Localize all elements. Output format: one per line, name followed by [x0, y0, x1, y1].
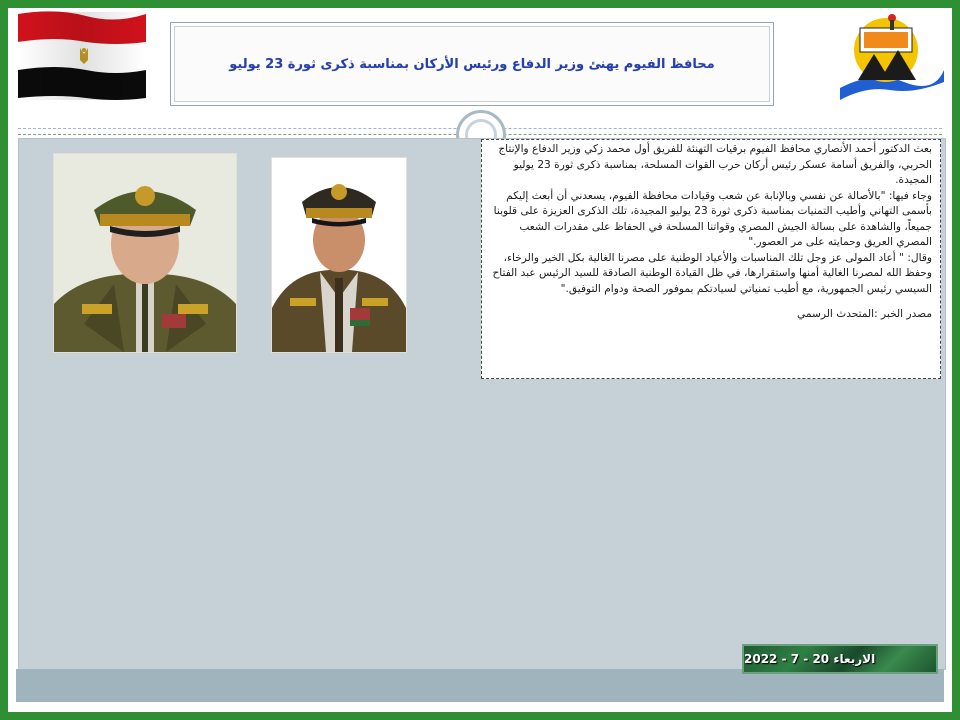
defense-minister-photo[interactable]: [271, 157, 407, 353]
article-spacer: [488, 297, 932, 307]
publish-date-text: الاربعاء 20 - 7 - 2022: [744, 652, 876, 666]
publish-date-badge: [742, 644, 938, 674]
page-frame: [8, 8, 952, 712]
article-source: مصدر الخبر :المتحدث الرسمي: [797, 308, 932, 320]
chief-of-staff-photo[interactable]: [53, 153, 237, 353]
egypt-flag-icon: [16, 10, 148, 102]
headline-box: [170, 22, 774, 106]
article-body: [481, 139, 941, 379]
article-paragraph: بعث الدكتور أحمد الأنصاري محافظ الفيوم برقيات التهنئة للفريق أول محمد زكي وزير الدفاع والإنتاج الحربي، والفريق أسامة عسكر رئيس أركان حرب القوات المسلحة، بمناسبة ذكرى ثورة 23 يوليو المجيدة.: [498, 143, 932, 186]
article-paragraph: وقال: " أعاد المولى عز وجل تلك المناسبات والأعياد الوطنية على مصرنا الغالية بكل الخير والرخاء، وحفظ الله لمصرنا الغالية أمنها واستقرارها، في ظل القيادة الوطنية الصادقة للسيد الرئيس عبد الفتاح السيسي رئيس الجمهورية، مع أطيب تمنياتي لسيادتكم بموفور الصحة ودوام التوفيق.": [492, 251, 932, 295]
content-area: [18, 138, 946, 670]
article-paragraph: وجاء فيها: "بالأصالة عن نفسي وبالإنابة عن شعب وقيادات محافظة الفيوم، يسعدني أن أبعث إليكم بأسمى التهاني وأطيب التمنيات بمناسبة ذكرى ثورة 23 يوليو المجيدة، تلك الذكرى العزيزة على قلوبنا جميعاً، والشاهدة على بسالة الجيش المصري وقواتنا المسلحة في الحفاظ على مقدرات الشعب المصري العريق وحمايته على مر العصور.": [493, 189, 932, 248]
headline-title[interactable]: محافظ الفيوم يهنئ وزير الدفاع ورئيس الأركان بمناسبة ذكرى ثورة 23 يوليو: [229, 57, 715, 72]
fayoum-governorate-logo: [834, 10, 946, 108]
